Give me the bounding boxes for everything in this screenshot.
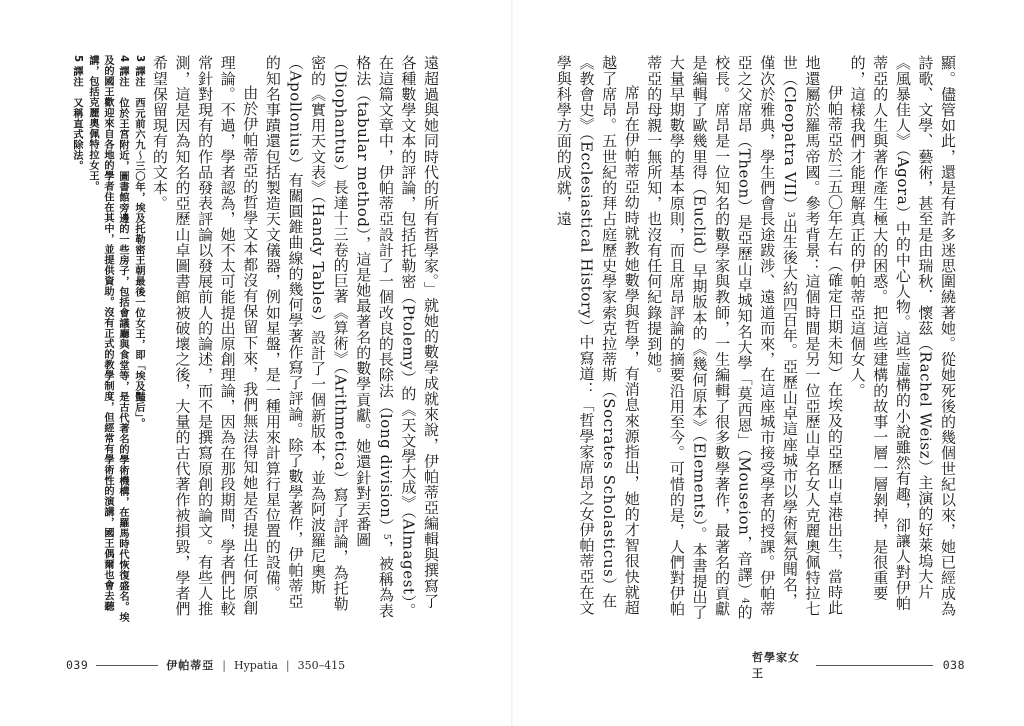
footnotes	[67, 55, 147, 623]
left-paragraph-2	[148, 55, 261, 623]
paragraph-text: 的校長。席昂是一位知名的數學家與教師，一生編輯了很多數學著作，最著名的貢獻是編輯了歐幾里得（Euclid）早期版本的《幾何原本》（Elements）。本書提出了大量早期數學的基本原則，而且席昂評論的摘要沿用至今。可惜的是，人們對伊帕蒂亞的母親一無所知，也沒有任何紀錄提到她。	[645, 55, 754, 621]
footnote-number: 3	[134, 55, 145, 63]
running-head-dates: 350–415	[297, 658, 346, 672]
footnote-marker[interactable]: 4	[739, 597, 750, 605]
footer-rule	[96, 665, 158, 666]
footnote-text: 位於王宮附近，圖書館旁邊的一些房子，包括會議廳與食堂等，是古代著名的學術機構，在羅馬時代恢復盛名。埃及的國王歡迎來自各地的學者住在其中，並提供資助。沒有正式的教學制度，但經常有學術性的演講，國王偶爾也會去聽講，包括克麗奧佩特拉女王。	[87, 55, 129, 623]
paragraph-text: 出生後大約四百年。亞歷山卓這座城市以學術氣氛聞名，僅次於雅典，學生們會長途跋涉、遠道而來，在這座城市接受學者的授課。伊帕蒂亞之父席昂（Theon）是亞歷山卓城知名大學「莫西恩」（Mouseion，音譯）	[735, 55, 799, 617]
footnote-5	[69, 55, 85, 623]
footnote-text: 又稱直式除法。	[71, 97, 83, 172]
right-paragraph-2	[643, 55, 846, 623]
footnote-label: 譯注	[71, 66, 83, 88]
right-paragraph-1	[846, 55, 959, 623]
footnote-label: 譯注	[117, 66, 129, 88]
paragraph-text: 遠超過與她同時代的所有哲學家。」就她的數學成就來說，伊帕蒂亞編輯與撰寫了各種數學文本的評論，包括托勒密（Ptolemy）的《天文學大成》（Almagest）。在這篇文章中，伊帕蒂亞設計了一個改良的長除法（long division）	[376, 55, 440, 619]
footnote-number: 4	[118, 55, 129, 63]
footnote-number: 5	[72, 55, 83, 63]
footer-rule	[816, 665, 932, 666]
paragraph-text: ，被稱為表格法（tabular method），這是她最著名的數學貢獻。她還針對丟番圖（Diophantus）長達十三卷的巨著《算術》（Arithmetica）寫了評論，為托勒密的《實用天文表》（Handy Tables）設計了一個新版本，並為阿波羅尼奧斯（Apollonius）有關圓錐曲線的幾何學著作寫了評論。除了數學著作，伊帕蒂亞的知名事蹟還包括製造天文儀器，例如星盤，是一種用來計算行星位置的設備。	[263, 55, 395, 619]
right-paragraph-3	[552, 55, 642, 623]
left-page-body	[150, 55, 442, 623]
left-page-footer	[66, 655, 396, 675]
footnote-text: 西元前六九～三〇年，埃及托勒密王朝最後一位女王，即「埃及豔后」。	[133, 97, 145, 429]
running-head: 哲學家女王	[752, 651, 800, 680]
left-paragraph-1	[261, 55, 442, 623]
footer-divider: |	[285, 658, 290, 672]
paragraph-text: 由於伊帕蒂亞的哲學文本都沒有保留下來，我們無法得知她是否提出任何原創理論。不過，學者認為，她不太可能提出原創理論，因為在那段期間，學者們比較常針對現有的作品發表評論以發展前人的論述，而不是撰寫原創的論文。有些人推測，這是因為知名的亞歷山卓圖書館被破壞之後，大量的古代著作被損毀，學者們希望保留現有的文本。	[150, 55, 260, 617]
footnote-marker[interactable]: 3	[784, 211, 795, 219]
paragraph-text: 顯。儘管如此，還是有許多迷思圍繞著她。從她死後的幾個世紀以來，她已經成為詩歌、文學、藝術，甚至是由瑞秋．懷茲（Rachel Weisz）主演的好萊塢大片《風暴佳人》（Agora）中的中心人物。這些虛構的小說雖然有趣，卻讓人對伊帕蒂亞的人生與著作產生極大的困惑。把這些建構的故事一層一層剝掉，是很重要的，這樣我們才能理解真正的伊帕蒂亞這個女人。	[848, 55, 957, 617]
right-page-footer	[620, 651, 965, 680]
running-head: 伊帕蒂亞	[166, 659, 215, 672]
footnote-4	[85, 55, 131, 623]
running-head-latin: Hypatia	[234, 658, 278, 672]
right-page-body	[554, 55, 959, 623]
page-number: 039	[66, 658, 89, 672]
footnote-label: 譯注	[133, 66, 145, 88]
paragraph-text: 席昂在伊帕蒂亞幼時就教她數學與哲學，有消息來源指出，她的才智很快就超越了席昂。五世紀的拜占庭歷史學家索克拉蒂斯（Socrates Scholasticus）在《教會史》（Ecclesiastical History）中寫道：「哲學家席昂之女伊帕蒂亞在文學與科學方面的成就，遠	[554, 55, 641, 616]
footer-divider: |	[222, 658, 226, 672]
page-number: 038	[942, 658, 965, 672]
book-gutter	[511, 0, 513, 726]
paragraph-text: 伊帕蒂亞於三五〇年左右（確定日期未知）在埃及的亞歷山卓港出生，當時此地還屬於羅馬帝國。參考背景：這個時間是另一位亞歷山卓名女人克麗奧佩特拉七世（Cleopatra VII）	[780, 55, 845, 617]
footnote-marker[interactable]: 5	[380, 533, 391, 541]
footnote-3	[131, 55, 147, 623]
